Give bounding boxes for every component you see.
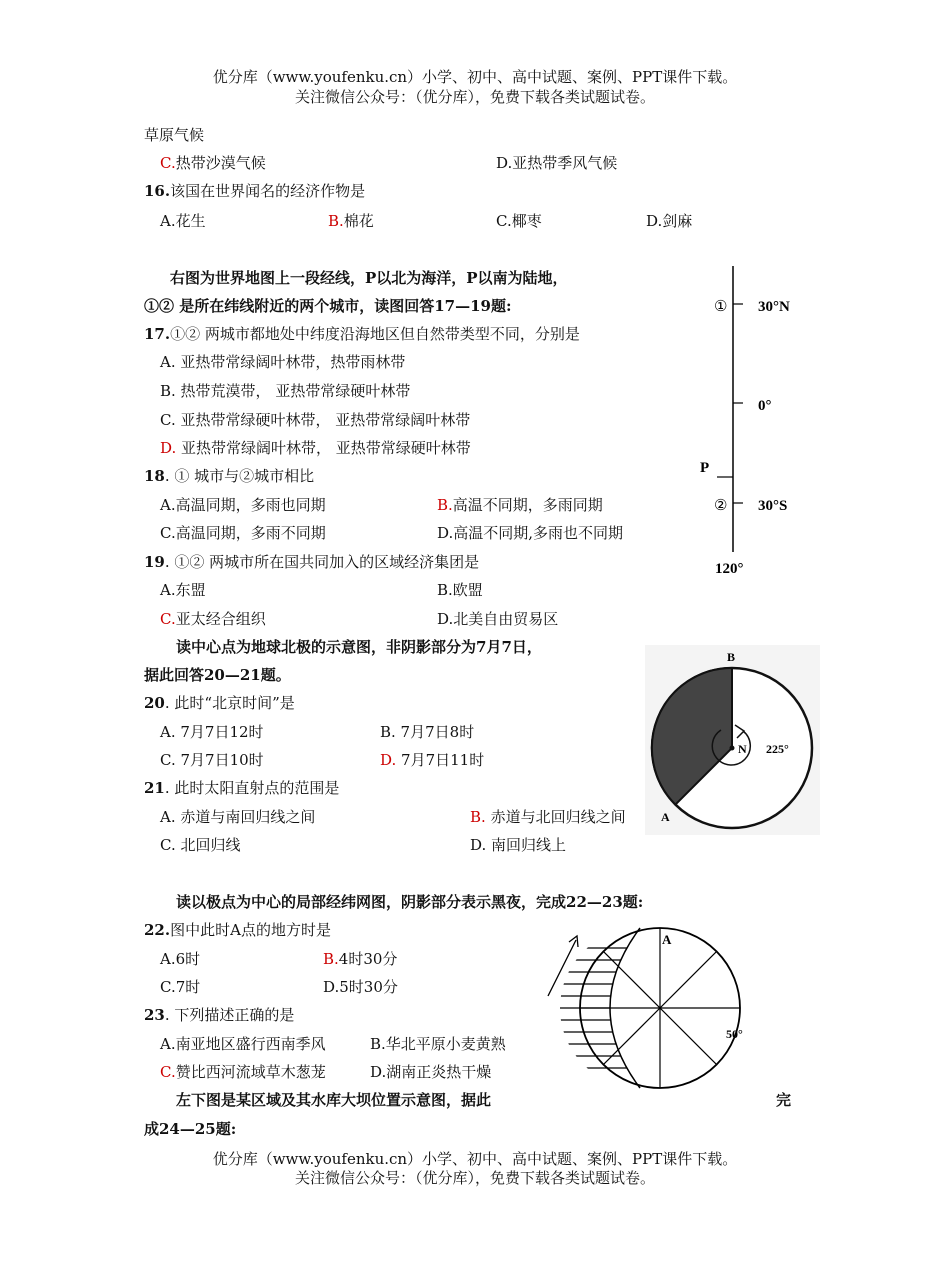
q18-stem-text: . ① 城市与②城市相比 — [164, 467, 315, 485]
q21-stem — [144, 777, 339, 798]
q19-c-text: 亚太经合组织 — [175, 610, 266, 628]
q22-number: 22. — [144, 921, 171, 939]
q17-d-text: 亚热带常绿阔叶林带， 亚热带常绿硬叶林带 — [176, 439, 471, 457]
label-a-point: A — [662, 932, 672, 947]
intro-24-line-2: 成24—25题: — [144, 1120, 237, 1138]
q21-stem-text: . 此时太阳直射点的范围是 — [164, 779, 340, 797]
q23-option-c — [160, 1061, 326, 1082]
q19-option-a: A.东盟 — [160, 581, 206, 599]
q18-stem — [144, 465, 314, 486]
q15-c-letter: C. — [160, 154, 176, 172]
north-pole-diagram — [645, 645, 820, 835]
q22-stem-text: 图中此时A点的地方时是 — [170, 921, 331, 939]
q21-option-c: C. 北回归线 — [160, 836, 241, 854]
q18-option-b — [437, 494, 603, 515]
q17-stem-text: ①② 两城市都地处中纬度沿海地区但自然带类型不同，分别是 — [170, 325, 580, 343]
q20-stem — [144, 692, 295, 713]
q20-d-letter: D. — [380, 751, 397, 769]
q23-c-letter: C. — [160, 1063, 176, 1081]
q23-option-b: B.华北平原小麦黄熟 — [370, 1035, 506, 1053]
header-line-1: 优分库（www.youfenku.cn）小学、初中、高中试题、案例、PPT课件下载。 — [212, 68, 738, 86]
q22-option-b — [323, 948, 397, 969]
q18-b-text: 高温不同期，多雨同期 — [452, 496, 603, 514]
q17-number: 17. — [144, 325, 171, 343]
q16-b-letter: B. — [328, 212, 344, 230]
q21-b-letter: B. — [470, 808, 486, 826]
q19-option-d: D.北美自由贸易区 — [437, 610, 559, 628]
intro-24-part-1: 左下图是某区域及其水库大坝位置示意图，据此 — [176, 1091, 492, 1109]
intro-24-part-2: 完 — [776, 1091, 792, 1109]
q15-c-text: 热带沙漠气候 — [175, 154, 266, 172]
q22-b-letter: B. — [323, 950, 339, 968]
q18-option-d: D.高温不同期,多雨也不同期 — [437, 524, 624, 542]
q23-number: 23 — [144, 1006, 165, 1024]
q18-b-letter: B. — [437, 496, 453, 514]
label-50: 50° — [726, 1027, 743, 1041]
footer-line-1: 优分库（www.youfenku.cn）小学、初中、高中试题、案例、PPT课件下载。 — [212, 1150, 738, 1168]
label-30s: 30°S — [758, 498, 788, 514]
intro-17-line-1: 右图为世界地图上一段经线，P以北为海洋，P以南为陆地， — [170, 269, 568, 287]
q23-stem — [144, 1004, 294, 1025]
q23-stem-text: . 下列描述正确的是 — [164, 1006, 295, 1024]
rotation-arrow-shaft — [548, 940, 576, 996]
label-n: N — [738, 742, 747, 756]
q21-option-d: D. 南回归线上 — [470, 836, 567, 854]
q21-option-b — [470, 806, 626, 827]
q16-b-text: 棉花 — [343, 212, 374, 230]
footer-line-2: 关注微信公众号：（优分库），免费下载各类试题试卷。 — [294, 1169, 655, 1187]
q22-b-text: 4时30分 — [338, 950, 398, 968]
q17-option-a: A. 亚热带常绿阔叶林带，热带雨林带 — [160, 353, 406, 371]
q15-continuation: 草原气候 — [144, 126, 205, 144]
intro-22: 读以极点为中心的局部经纬网图，阴影部分表示黑夜，完成22—23题: — [176, 893, 644, 911]
q21-option-a: A. 赤道与南回归线之间 — [160, 808, 316, 826]
graticule-diagram — [540, 918, 750, 1098]
q20-number: 20 — [144, 694, 165, 712]
q16-option-c: C.椰枣 — [496, 212, 542, 230]
q19-number: 19 — [144, 553, 165, 571]
q17-stem — [144, 323, 580, 344]
q16-number: 16. — [144, 182, 171, 200]
pole-point — [730, 746, 735, 751]
q23-c-text: 赞比西河流域草木葱茏 — [175, 1063, 326, 1081]
q22-stem — [144, 919, 331, 940]
q20-option-a: A. 7月7日12时 — [160, 723, 264, 741]
header-line-2: 关注微信公众号：（优分库），免费下载各类试题试卷。 — [294, 88, 655, 106]
label-30n: 30°N — [758, 299, 790, 315]
intro-17-line-2: ①② 是所在纬线附近的两个城市，读图回答17—19题: — [144, 297, 512, 315]
q21-b-text: 赤道与北回归线之间 — [485, 808, 626, 826]
label-p: P — [700, 460, 710, 476]
q15-option-d: D.亚热带季风气候 — [496, 154, 618, 172]
q23-option-a: A.南亚地区盛行西南季风 — [160, 1035, 326, 1053]
q19-stem — [144, 551, 479, 572]
q18-option-a: A.高温同期，多雨也同期 — [160, 496, 326, 514]
q18-option-c: C.高温同期，多雨不同期 — [160, 524, 326, 542]
label-0: 0° — [758, 398, 772, 414]
q19-stem-text: . ①② 两城市所在国共同加入的区域经济集团是 — [164, 553, 480, 571]
label-b: B — [727, 650, 736, 664]
q21-number: 21 — [144, 779, 165, 797]
q19-c-letter: C. — [160, 610, 176, 628]
q16-option-b — [328, 210, 374, 231]
q16-option-a: A.花生 — [160, 212, 206, 230]
q16-option-d: D.剑麻 — [646, 212, 693, 230]
q17-option-c: C. 亚热带常绿硬叶林带， 亚热带常绿阔叶林带 — [160, 411, 471, 429]
q16-stem — [144, 180, 365, 201]
q22-option-c: C.7时 — [160, 978, 201, 996]
meridian-diagram — [690, 262, 820, 582]
q22-option-a: A.6时 — [160, 950, 201, 968]
q20-option-b: B. 7月7日8时 — [380, 723, 475, 741]
q20-d-text: 7月7日11时 — [396, 751, 485, 769]
q19-option-b: B.欧盟 — [437, 581, 483, 599]
q18-number: 18 — [144, 467, 165, 485]
q22-option-d: D.5时30分 — [323, 978, 398, 996]
intro-20-line-2: 据此回答20—21题。 — [144, 666, 291, 684]
label-120: 120° — [715, 561, 744, 577]
city-1-marker: ① — [714, 299, 728, 315]
q15-option-c — [160, 152, 266, 173]
label-225: 225° — [766, 742, 789, 756]
intro-20-line-1: 读中心点为地球北极的示意图，非阴影部分为7月7日， — [176, 638, 542, 656]
q20-option-d — [380, 749, 484, 770]
label-a: A — [661, 810, 670, 824]
city-2-marker: ② — [714, 498, 728, 514]
q17-d-letter: D. — [160, 439, 177, 457]
q17-option-b: B. 热带荒漠带， 亚热带常绿硬叶林带 — [160, 382, 411, 400]
q16-stem-text: 该国在世界闻名的经济作物是 — [170, 182, 366, 200]
q19-option-c — [160, 608, 266, 629]
q20-option-c: C. 7月7日10时 — [160, 751, 264, 769]
q23-option-d: D.湖南正炎热干燥 — [370, 1063, 492, 1081]
q20-stem-text: . 此时“北京时间”是 — [164, 694, 295, 712]
q17-option-d — [160, 437, 471, 458]
